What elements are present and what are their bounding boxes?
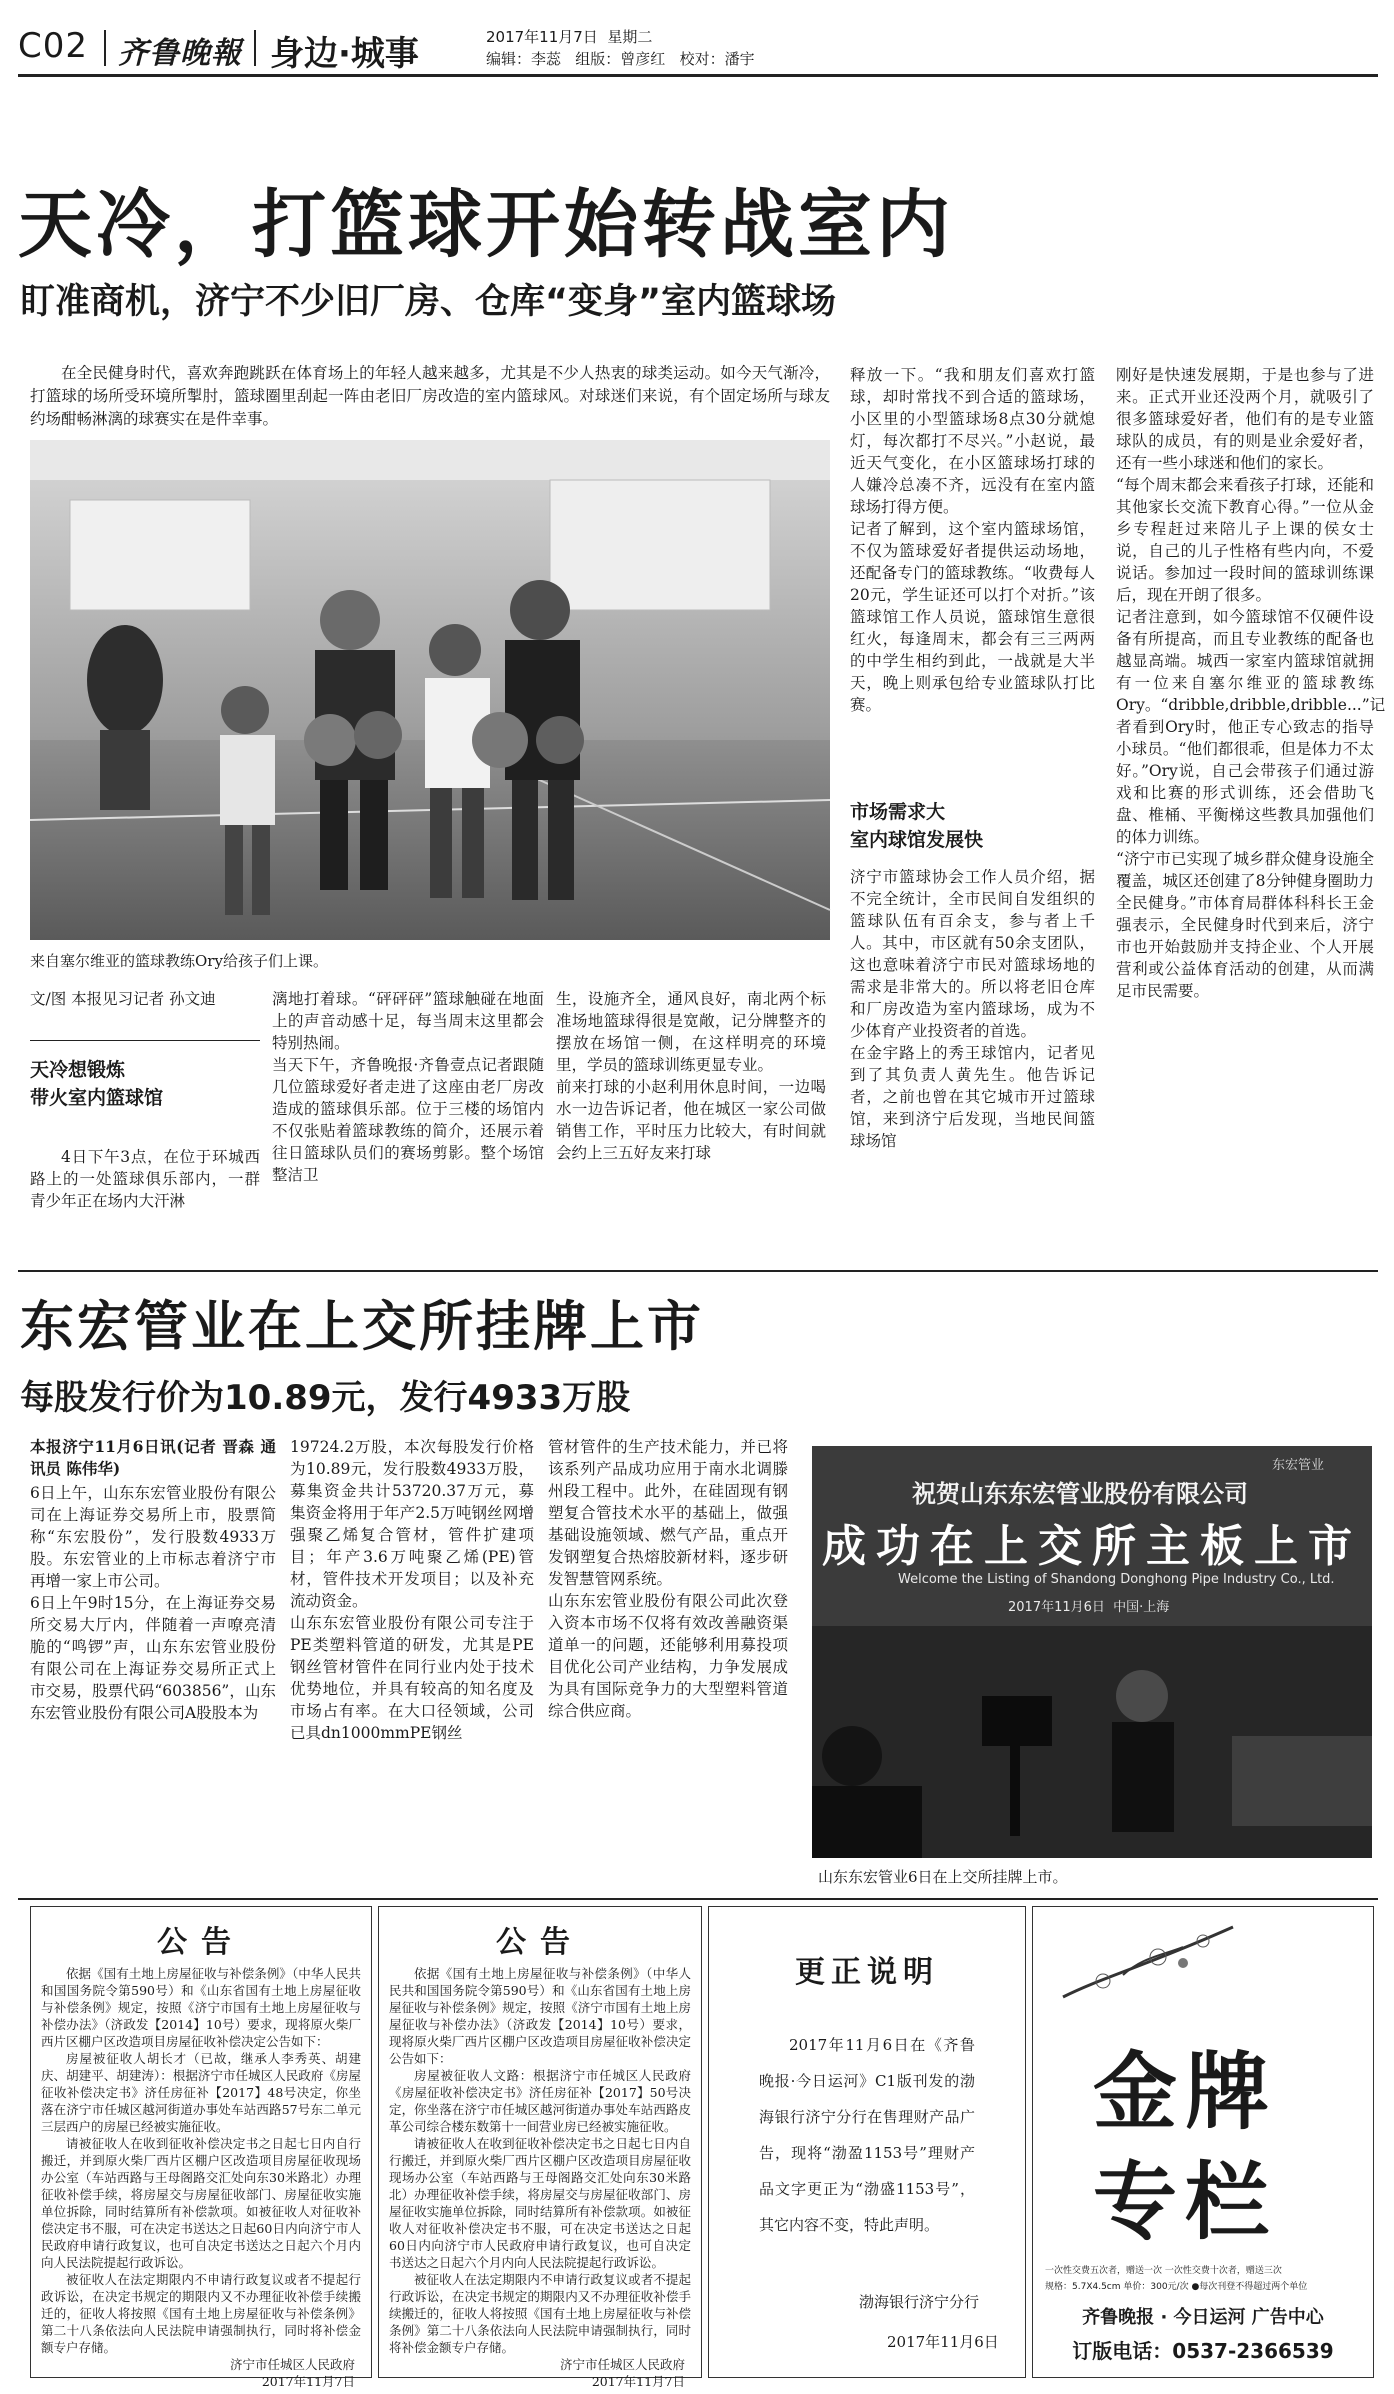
listing-banner-line2: 成功在上交所主板上市 (822, 1521, 1362, 1572)
correction-body: 2017年11月6日在《齐鲁晚报·今日运河》C1版刊发的渤海银行济宁分行在售理财产品广告，现将“渤盈1153号”理财产品文字更正为“渤盛1153号”，其它内容不变，特此声明。 (759, 2036, 975, 2234)
article2-col3: 管材管件的生产技术能力，并已将该系列产品成功应用于南水北调滕州段工程中。此外，在硅固现有钢塑复合管技术水平的基础上，做强基础设施领域、燃气产品，重点开发钢塑复合热熔胶新材料，逐步研发智慧管网系统。 山东东宏管业股份有限公司此次登入资本市场不仅将有效改善融资渠道单一的问题，还能够利用募投项目优化公司产业结构，力争发展成为具有国际竞争力的大型塑料管道综合供应商。 (548, 1438, 788, 1720)
notice1-para-4: 被征收人在法定期限内不申请行政复议或者不提起行政诉讼，在决定书规定的期限内又不办理征收补偿手续搬迁的，征收人将按照《国有土地上房屋征收与补偿条例》第二十八条依法向人民法院申请强制执行，同时将补偿金额专户存储。 (41, 2272, 361, 2355)
notice2-para-1: 依据《国有土地上房屋征收与补偿条例》（中华人民共和国国务院令第590号）和《山东省国有土地上房屋征收与补偿条例》规定，按照《济宁市国有土地上房屋征收与补偿办法》（济政发【2014】10号）要求，现将原火柴厂西片区棚户区改造项目房屋征收补偿决定公告如下： (389, 1966, 691, 2066)
correction-date: 2017年11月6日 (887, 2333, 999, 2351)
article1-col4b: 济宁市篮球协会工作人员介绍，据不完全统计，全市民间自发组织的篮球队伍有百余支，参与者上千人。其中，市区就有50余支团队，这也意味着济宁市民对篮球场地的需求是非常大的。所以将老旧仓库和厂房改造为室内篮球场，成为不少体育产业投资者的首选。 在金宇路上的秀王球馆内，记者见到了其负责人黄先生。他告诉记者，之前也曾在其它城市开过篮球馆，来到济宁后发现，当地民间篮球场馆 (850, 868, 1095, 1150)
ad-title-line2: 专栏 (1093, 2153, 1278, 2251)
article2-top-rule (18, 1270, 1378, 1272)
header-rule (18, 74, 1378, 77)
ad-fine-print-1: 一次性交费五次者，赠送一次 一次性交费十次者，赠送三次 (1045, 2266, 1282, 2276)
article2-col2: 19724.2万股，本次每股发行价格为10.89元，发行股数4933万股，募集资金共计53720.37万元，募集资金将用于年产2.5万吨钢丝网增强聚乙烯复合管材，管件扩建项目；年产3.6万吨聚乙烯(PE)管材，管件技术开发项目；以及补充流动资金。 山东东宏管业股份有限公司专注于PE类塑料管道的研发，尤其是PE钢丝管材管件在同行业内处于技术优势地位，并具有较高的知名度及市场占有率。在大口径领域，公司已具dn1000mmPE钢丝 (290, 1438, 534, 1742)
notice-box-1 (30, 1906, 372, 2389)
notice2-title: 公告 (496, 1925, 584, 1960)
notice2-para-2: 房屋被征收人文路：根据济宁市任城区人民政府《房屋征收补偿决定书》济任房征补【2017】50号决定，你坐落在济宁市任城区越河街道办事处车站西路皮革公司综合楼东数第十一间营业房已经被实施征收。 (389, 2068, 691, 2134)
listing-ceremony-photo (812, 1446, 1372, 1858)
article1-col5: 刚好是快速发展期，于是也参与了进来。正式开业还没两个月，就吸引了很多篮球爱好者，他们有的是专业篮球队的成员，有的则是业余爱好者，还有一些小球迷和他们的家长。 “每个周末都会来看孩子打球，还能和其他家长交流下教育心得。”一位从金乡专程赶过来陪儿子上课的侯女士说，自己的儿子性格有些内向，不爱说话。参加过一段时间的篮球训练课后，现在开朗了很多。 记者注意到，如今篮球馆不仅硬件设备有所提高，而且专业教练的配备也越显高端。城西一家室内篮球馆就拥有一位来自塞尔维亚的篮球教练Ory。“dribble,dribble,dribble...”记者看到Ory时，他正专心致志的指导小球员。“他们都很乖，但是体力不太好。”Ory说，自己会带孩子们通过游戏和比赛的形式训练，还会借助飞盘、椎桶、平衡梯这些教具加强他们的体力训练。 “济宁市已实现了城乡群众健身设施全覆盖，城区还创建了8分钟健身圈助力全民健身。”市体育局群体科科长王金强表示，全民健身时代到来后，济宁市也开始鼓励并支持企业、个人开展营利或公益体育活动的创建，从而满足市民需要。 (1116, 366, 1386, 1000)
article1-headline: 天冷，打篮球开始转战室内 (18, 182, 954, 268)
article1-subhead: 盯准商机，济宁不少旧厂房、仓库“变身”室内篮球场 (20, 282, 837, 322)
header-divider-2 (254, 30, 256, 66)
byline-rule (30, 1040, 260, 1041)
listing-banner-en: Welcome the Listing of Shandong Donghong Pipe Industry Co., Ltd. (898, 1572, 1335, 1587)
correction-box (708, 1906, 1026, 2378)
ad-title-line1: 金牌 (1093, 2043, 1278, 2141)
notice1-para-1: 依据《国有土地上房屋征收与补偿条例》（中华人民共和国国务院令第590号）和《山东省国有土地上房屋征收与补偿条例》规定，按照《济宁市国有土地上房屋征收与补偿办法》（济政发【2014】10号）要求，现将原火柴厂西片区棚户区改造项目房屋征收补偿决定公告如下： (41, 1966, 361, 2049)
listing-banner-line1: 祝贺山东东宏管业股份有限公司 (912, 1480, 1248, 1508)
correction-title: 更正说明 (795, 1955, 939, 1990)
page-code: C02 (18, 26, 89, 66)
article1-col2: 漓地打着球。“砰砰砰”篮球触碰在地面上的声音动感十足，每当周末这里都会特别热闹。 当天下午，齐鲁晚报·齐鲁壹点记者跟随几位篮球爱好者走进了这座由老厂房改造成的篮球俱乐部。位于三楼的场馆内不仅张贴着篮球教练的简介，还展示着往日篮球队员们的赛场剪影。整个场馆整洁卫 (272, 990, 544, 1184)
article2-col1: 6日上午，山东东宏管业股份有限公司在上海证券交易所上市，股票简称“东宏股份”，发行股数4933万股。东宏管业的上市标志着济宁市再增一家上市公司。 6日上午9时15分，在上海证券交易所交易大厅内，伴随着一声嘹亮清脆的“鸣锣”声，山东东宏管业股份有限公司在上海证券交易所正式上市交易，股票代码“603856”，山东东宏管业股份有限公司A股股本为 (30, 1484, 276, 1722)
notice1-para-2: 房屋被征收人胡长才（已故，继承人李秀英、胡建庆、胡建平、胡建涛）：根据济宁市任城区人民政府《房屋征收补偿决定书》济任房征补【2017】48号决定，你坐落在济宁市任城区越河街道办事处车站西路57号东二单元三层西户的房屋已经被实施征收。 (41, 2051, 361, 2134)
basketball-photo (30, 440, 830, 940)
notice2-para-4: 被征收人在法定期限内不申请行政复议或者不提起行政诉讼，在决定书规定的期限内又不办理征收补偿手续搬迁的，征收人将按照《国有土地上房屋征收与补偿条例》第二十八条依法向人民法院申请强制执行，同时将补偿金额专户存储。 (389, 2272, 691, 2355)
notice1-signer: 济宁市任城区人民政府 (229, 2357, 355, 2372)
article1-col1: 4日下午3点，在位于环城西路上的一处篮球俱乐部内，一群青少年正在场内大汗淋 (30, 1148, 260, 1210)
notice2-date: 2017年11月7日 (591, 2374, 685, 2389)
ad-fine-print-2: 规格：5.7X4.5cm 单价：300元/次 ●每次刊登不得超过两个单位 (1045, 2282, 1308, 2292)
ad-agency: 齐鲁晚报 · 今日运河 广告中心 (1082, 2307, 1324, 2328)
issue-date: 2017年11月7日 星期二 (486, 28, 653, 46)
article2-headline: 东宏管业在上交所挂牌上市 (20, 1295, 704, 1358)
notice2-signer: 济宁市任城区人民政府 (559, 2357, 685, 2372)
article1-col4: 释放一下。“我和朋友们喜欢打篮球，却时常找不到合适的篮球场，小区里的小型篮球场8点30分就熄灯，每次都打不尽兴。”小赵说，最近天气变化，在小区篮球场打球的人嫌冷总凑不齐，远没有在室内篮球场打得方便。 记者了解到，这个室内篮球场馆，不仅为篮球爱好者提供运动场地，还配备专门的篮球教练。“收费每人20元，学生证还可以打个对折。”该篮球馆工作人员说，篮球馆生意很红火，每逢周末，都会有三三两两的中学生相约到此，一战就是大半天，晚上则承包给专业篮球队打比赛。 (850, 366, 1095, 714)
plum-blossom-icon (1063, 1917, 1243, 2007)
listing-photo-caption: 山东东宏管业6日在上交所挂牌上市。 (818, 1868, 1068, 1886)
article1-lead: 在全民健身时代，喜欢奔跑跳跃在体育场上的年轻人越来越多，尤其是不少人热衷的球类运动。如今天气渐冷，打篮球的场所受环境所掣肘，篮球圈里刮起一阵由老旧厂房改造的室内篮球风。对球迷们来说，有个固定场所与球友约场酣畅淋漓的球赛实在是件幸事。 (30, 364, 830, 428)
article1-subtitle1: 天冷想锻炼 带火室内篮球馆 (30, 1059, 164, 1109)
article1-subtitle2: 市场需求大 室内球馆发展快 (850, 801, 984, 851)
correction-signer: 渤海银行济宁分行 (859, 2293, 980, 2311)
notice1-para-3: 请被征收人在收到征收补偿决定书之日起七日内自行搬迁，并到原火柴厂西片区棚户区改造项目房屋征收现场办公室（车站西路与王母阁路交汇处向东30米路北）办理征收补偿手续，将房屋交与房屋征收部门、房屋征收实施单位拆除，同时结算所有补偿款项。如被征收人对征收补偿决定书不服，可在决定书送达之日起60日内向济宁市人民政府申请行政复议，也可自决定书送达之日起六个月内向人民法院提起行政诉讼。 (41, 2136, 361, 2270)
header-divider (104, 30, 106, 66)
notice-box-2 (378, 1906, 702, 2389)
ad-phone: 订版电话：0537-2366539 (1072, 2339, 1334, 2363)
article2-dateline: 本报济宁11月6日讯(记者 晋森 通讯员 陈伟华) (30, 1437, 276, 1478)
section-title: 身边·城事 (270, 34, 419, 74)
listing-banner-date: 2017年11月6日 中国·上海 (1008, 1600, 1170, 1615)
notice1-date: 2017年11月7日 (261, 2374, 355, 2389)
notice2-para-3: 请被征收人在收到征收补偿决定书之日起七日内自行搬迁，并到原火柴厂西片区棚户区改造项目房屋征收现场办公室（车站西路与王母阁路交汇处向东30米路北）办理征收补偿手续，将房屋交与房屋征收部门、房屋征收实施单位拆除，同时结算所有补偿款项。如被征收人对征收补偿决定书不服，可在决定书送达之日起60日内向济宁市人民政府申请行政复议，也可自决定书送达之日起六个月内向人民法院提起行政诉讼。 (389, 2136, 691, 2270)
article2-subhead: 每股发行价为10.89元，发行4933万股 (20, 1378, 631, 1418)
listing-banner-small: 东宏管业 (1272, 1458, 1325, 1473)
paper-logo: 齐鲁晚報 (118, 36, 242, 71)
article1-col3: 生，设施齐全，通风良好，南北两个标准场地篮球得很是宽敞，记分牌整齐的摆放在场馆一侧，在这样明亮的环境里，学员的篮球训练更显专业。 前来打球的小赵利用休息时间，一边喝水一边告诉记者，他在城区一家公司做销售工作，平时压力比较大，有时间就会约上三五好友来打球 (556, 990, 826, 1162)
bottom-rule (18, 1898, 1378, 1900)
gold-column-ad (1032, 1906, 1374, 2378)
article1-byline: 文/图 本报见习记者 孙文迪 (30, 990, 216, 1008)
basketball-photo-caption: 来自塞尔维亚的篮球教练Ory给孩子们上课。 (30, 952, 328, 970)
editor-credits: 编辑：李蕊 组版：曾彦红 校对：潘宇 (486, 50, 755, 68)
notice1-title: 公告 (157, 1925, 245, 1960)
